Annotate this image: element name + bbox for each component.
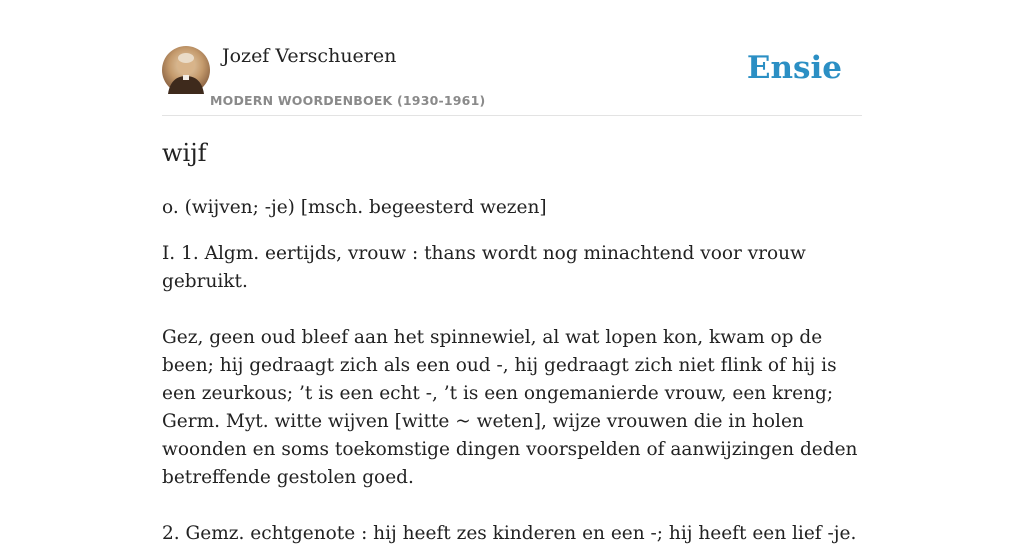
header-divider: [162, 115, 862, 116]
author-avatar[interactable]: [162, 46, 210, 94]
source-label[interactable]: MODERN WOORDENBOEK (1930-1961): [210, 93, 486, 108]
examples-1: Gez, geen oud bleef aan het spinnewiel, al wat lopen kon, kwam op de been; hij gedraagt zich als een oud -, hij gedraagt zich niet flink of hij is een zeurkous; ’t is een echt -, ’t is een ongemanierde vrouw, een kreng; Germ. Myt. witte wijven [witte ~ weten], wijze vrouwen die in holen woonden en soms toekomstige dingen voorspelden of aanwijzingen deden betreffende gestolen goed.: [162, 327, 858, 488]
entry-body: [162, 194, 862, 548]
author-portrait-icon: [162, 46, 210, 94]
grammar-line: o. (wijven; -je) [msch. begeesterd wezen]: [162, 197, 547, 218]
headword: wijf: [162, 139, 207, 167]
brand-logo[interactable]: Ensie: [746, 50, 842, 86]
definition-1: I. 1. Algm. eertijds, vrouw : thans wordt nog minachtend voor vrouw gebruikt.: [162, 243, 806, 292]
author-name[interactable]: Jozef Verschueren: [222, 45, 397, 67]
definition-2: 2. Gemz. echtgenote : hij heeft zes kinderen en een -; hij heeft een lief -je.: [162, 523, 857, 544]
entry-card: [162, 0, 862, 544]
